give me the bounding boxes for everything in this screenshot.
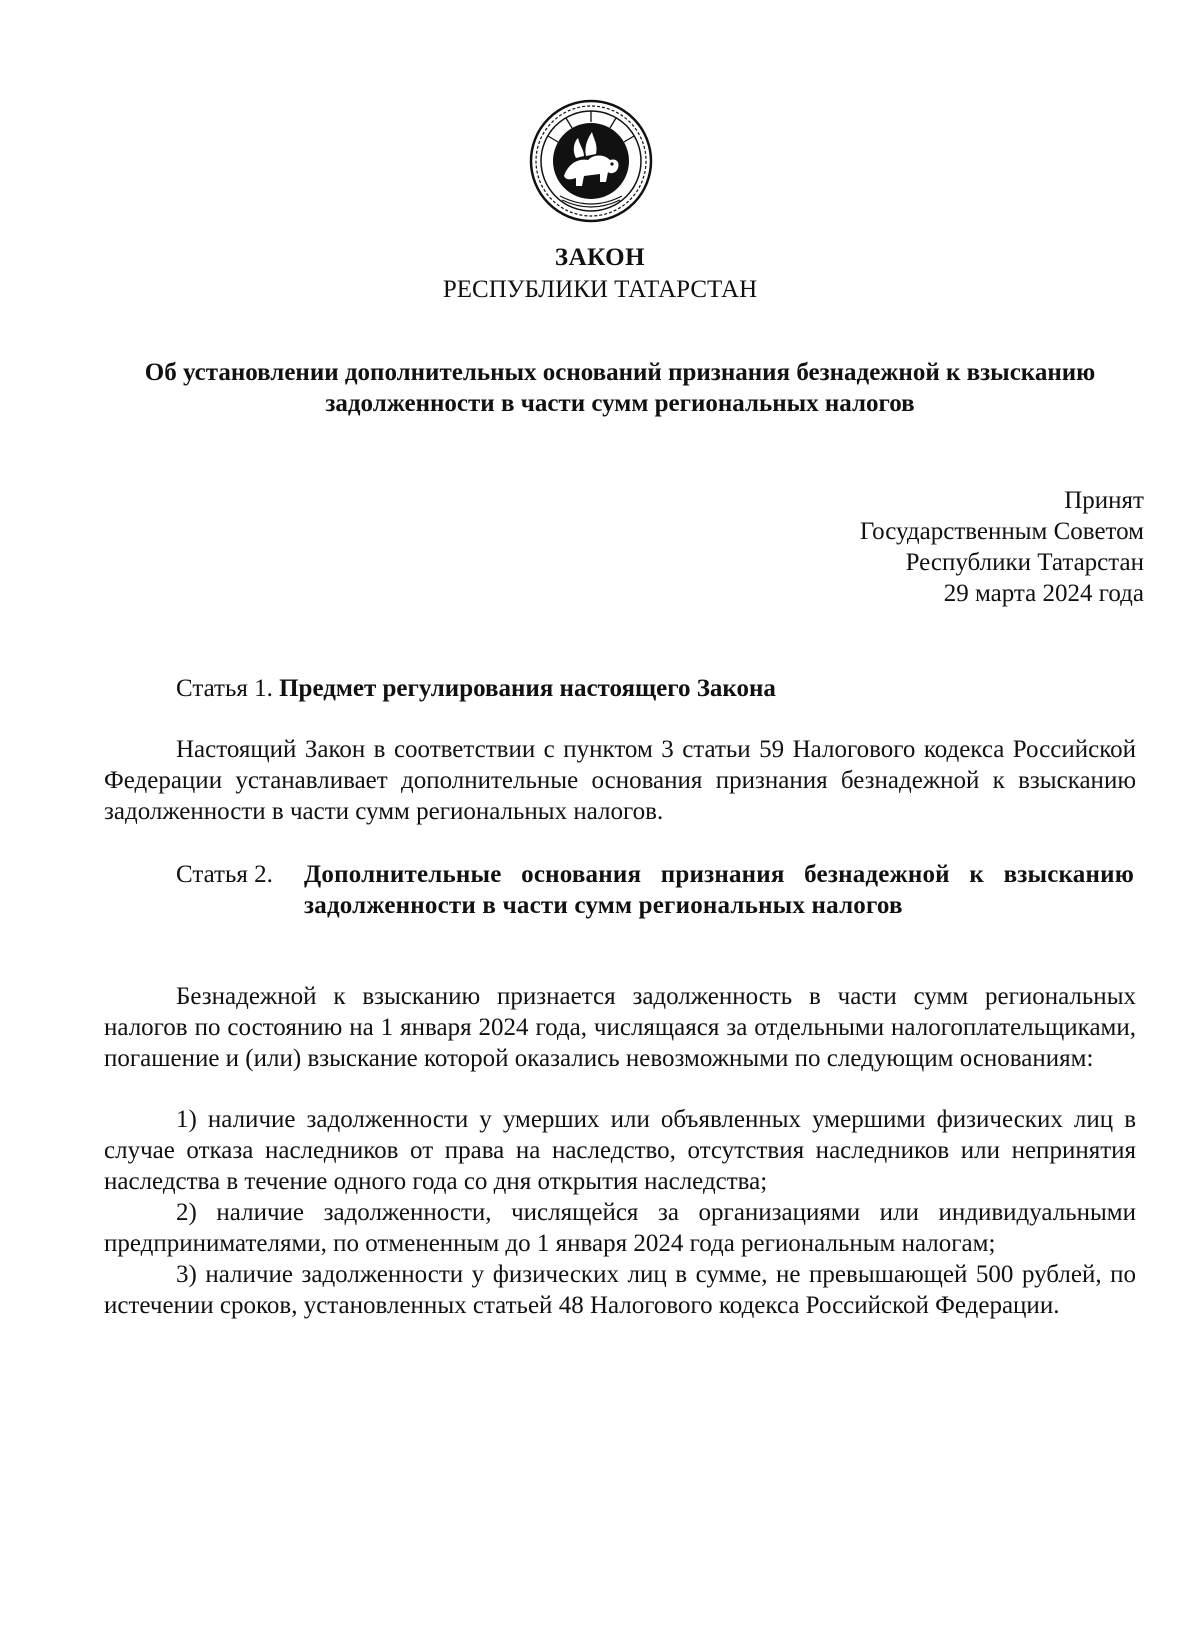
list-item: 2) наличие задолженности, числящейся за организациями или индивидуальными предпринимателями, по отмененным до 1 января 2024 года региональным налогам; <box>104 1199 1136 1257</box>
document-issuer-title: РЕСПУБЛИКИ ТАТАРСТАН <box>442 276 758 303</box>
article-2-list <box>104 1104 1136 1321</box>
adoption-line-adopted: Принят <box>1064 487 1144 514</box>
article-2-heading: Дополнительные основания признания безнадежной к взысканию задолженности в части сумм региональных налогов <box>304 861 1134 919</box>
adoption-line-republic: Республики Татарстан <box>905 549 1144 576</box>
article-2-intro: Безнадежной к взысканию признается задолженность в части сумм региональных налогов по состоянию на 1 января 2024 года, числящаяся за отдельными налогоплательщиками, погашение и (или) взыскание которой оказались невозможными по следующим основаниям: <box>104 983 1136 1072</box>
law-title: Об установлении дополнительных оснований признания безнадежной к взысканию задолженности в части сумм региональных налогов <box>144 359 1096 417</box>
adoption-date: 29 марта 2024 года <box>943 580 1144 607</box>
adoption-line-council: Государственным Советом <box>859 518 1144 545</box>
article-1-header <box>176 673 776 704</box>
article-1-label: Статья 1. <box>176 675 273 702</box>
article-1-heading: Предмет регулирования настоящего Закона <box>279 675 776 702</box>
emblem-icon <box>528 98 654 224</box>
coat-of-arms-emblem <box>528 98 654 224</box>
article-2-label: Статья 2. <box>176 861 273 888</box>
list-item: 3) наличие задолженности у физических лиц в сумме, не превышающей 500 рублей, по истечении сроков, установленных статьей 48 Налогового кодекса Российской Федерации. <box>104 1261 1136 1319</box>
article-1-text: Настоящий Закон в соответствии с пунктом 3 статьи 59 Налогового кодекса Российской Федерации устанавливает дополнительные основания признания безнадежной к взысканию задолженности в части сумм региональных налогов. <box>104 736 1136 825</box>
list-item: 1) наличие задолженности у умерших или объявленных умершими физических лиц в случае отказа наследников от права на наследство, отсутствия наследников или непринятия наследства в течение одного года со дня открытия наследства; <box>104 1106 1136 1195</box>
adoption-block <box>860 485 1144 609</box>
document-type-title: ЗАКОН <box>554 244 646 271</box>
